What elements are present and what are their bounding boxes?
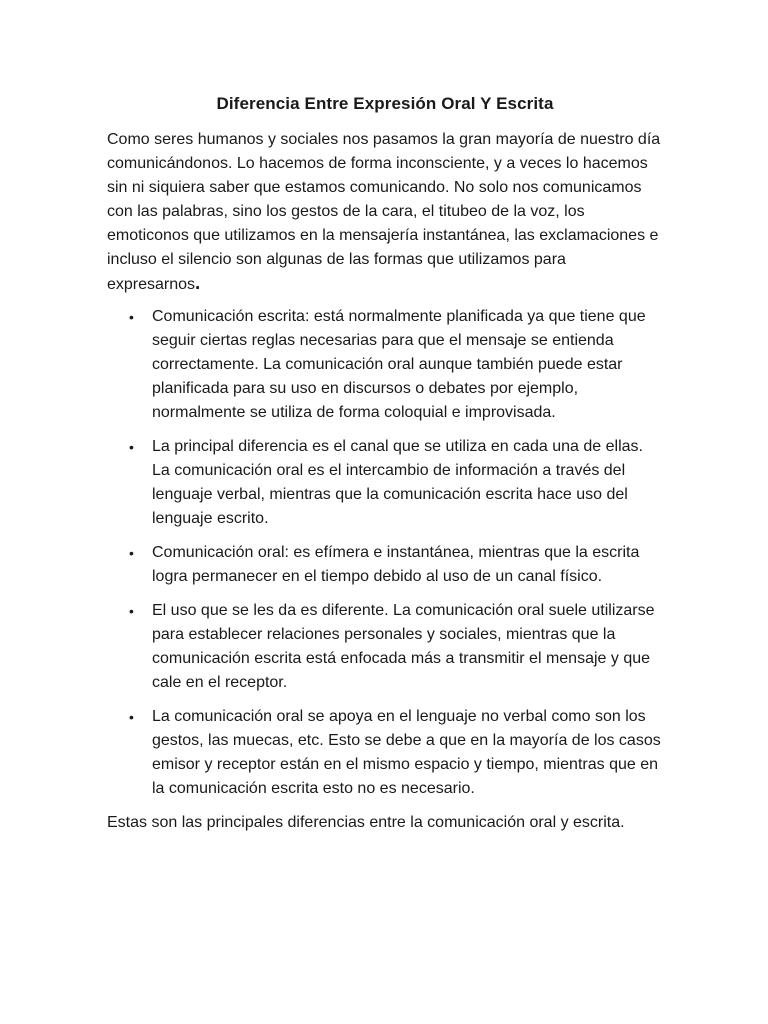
list-item-text: La comunicación oral se apoya en el lenguaje no verbal como son los gestos, las muecas, etc. Esto se debe a que en la mayoría de los casos emisor y receptor están en el mismo espacio y tiempo, mientras que en la comunicación escrita esto no es necesario.	[152, 708, 661, 797]
document-title: Diferencia Entre Expresión Oral Y Escrita	[216, 94, 554, 113]
intro-paragraph	[107, 128, 663, 297]
document-body	[107, 92, 663, 835]
bullet-icon: •	[129, 709, 134, 725]
bullet-icon: •	[129, 439, 134, 455]
difference-list	[107, 305, 663, 801]
list-item	[107, 305, 663, 425]
bullet-icon: •	[129, 603, 134, 619]
list-item	[107, 435, 663, 531]
list-item-text: Comunicación oral: es efímera e instantánea, mientras que la escrita logra permanecer en el tiempo debido al uso de un canal físico.	[152, 544, 640, 585]
bullet-icon: •	[129, 309, 134, 325]
list-item-text: Comunicación escrita: está normalmente planificada ya que tiene que seguir ciertas reglas necesarias para que el mensaje se entienda correctamente. La comunicación oral aunque también puede estar planificada para su uso en discursos o debates por ejemplo, normalmente se utiliza de forma coloquial e improvisada.	[152, 308, 646, 421]
list-item	[107, 599, 663, 695]
intro-period: .	[195, 273, 201, 294]
list-item	[107, 705, 663, 801]
intro-text: Como seres humanos y sociales nos pasamos la gran mayoría de nuestro día comunicándonos. Lo hacemos de forma inconsciente, y a veces lo hacemos sin ni siquiera saber que estamos comunicando. No solo nos comunicamos con las palabras, sino los gestos de la cara, el titubeo de la voz, los emoticonos que utilizamos en la mensajería instantánea, las exclamaciones e incluso el silencio son algunas de las formas que utilizamos para expresarnos	[107, 131, 661, 293]
closing-paragraph: Estas son las principales diferencias entre la comunicación oral y escrita.	[107, 814, 625, 831]
list-item-text: El uso que se les da es diferente. La comunicación oral suele utilizarse para establecer relaciones personales y sociales, mientras que la comunicación escrita está enfocada más a transmitir el mensaje y que cale en el receptor.	[152, 602, 655, 691]
list-item-text: La principal diferencia es el canal que se utiliza en cada una de ellas. La comunicación oral es el intercambio de información a través del lenguaje verbal, mientras que la comunicación escrita hace uso del lenguaje escrito.	[152, 438, 643, 527]
bullet-icon: •	[129, 545, 134, 561]
list-item	[107, 541, 663, 589]
